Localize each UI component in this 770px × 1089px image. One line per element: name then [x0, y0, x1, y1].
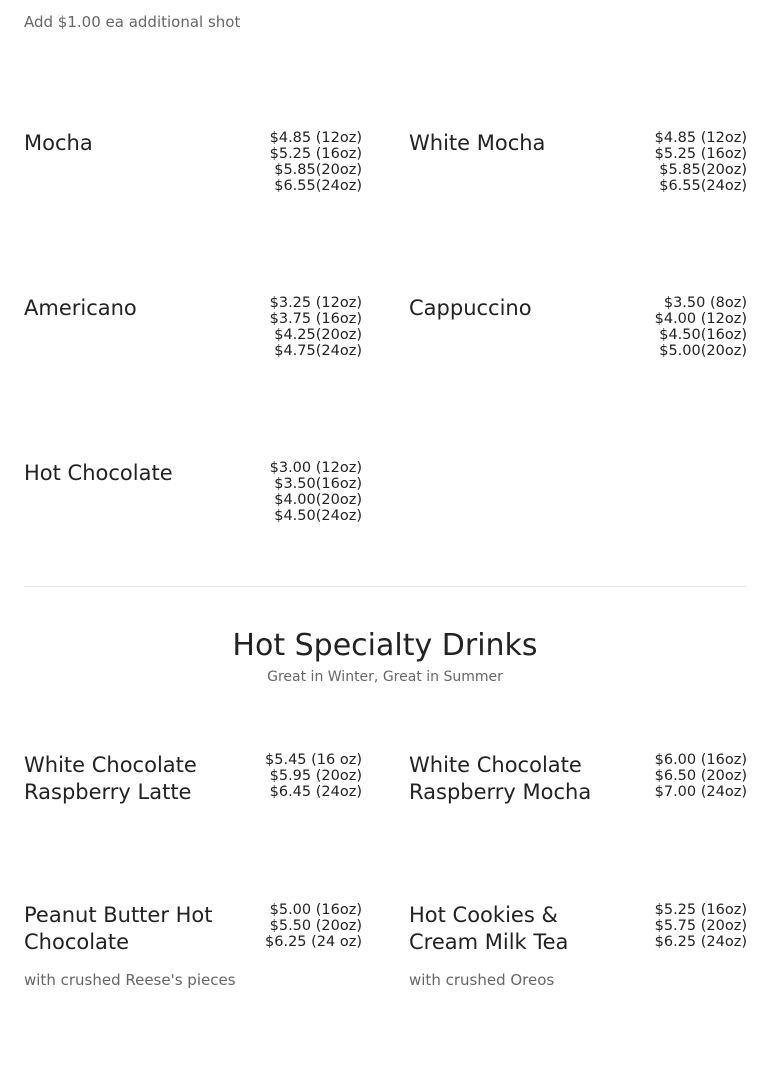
price-line: $6.55(24oz) — [659, 178, 747, 194]
item-prices — [270, 295, 362, 359]
item-name: Hot Chocolate — [24, 461, 173, 485]
price-line: $5.85(20oz) — [274, 162, 362, 178]
price-line: $6.25 (24 oz) — [265, 934, 362, 950]
section-divider — [24, 586, 746, 587]
item-prices — [270, 130, 362, 194]
item-description: with crushed Reese's pieces — [24, 971, 236, 989]
price-line: $6.25 (24oz) — [654, 934, 747, 950]
item-prices — [655, 752, 747, 800]
additional-shot-note: Add $1.00 ea additional shot — [24, 13, 241, 31]
section-title: Hot Specialty Drinks — [232, 628, 538, 663]
price-line: $3.75 (16oz) — [269, 311, 362, 327]
item-name: White Mocha — [409, 131, 546, 155]
price-line: $3.25 (12oz) — [269, 295, 362, 311]
price-line: $4.75(24oz) — [274, 343, 362, 359]
item-name: Peanut Butter Hot Chocolate — [24, 903, 213, 954]
price-line: $4.25(20oz) — [274, 327, 362, 343]
price-line: $5.75 (20oz) — [654, 918, 747, 934]
section-subtitle: Great in Winter, Great in Summer — [267, 669, 503, 685]
item-prices — [655, 130, 747, 194]
price-line: $4.50(16oz) — [659, 327, 747, 343]
price-line: $4.85 (12oz) — [654, 130, 747, 146]
price-line: $3.50 (8oz) — [663, 295, 747, 311]
item-prices — [265, 752, 362, 800]
price-line: $5.50 (20oz) — [269, 918, 362, 934]
item-description: with crushed Oreos — [409, 971, 555, 989]
price-line: $4.50(24oz) — [274, 508, 362, 524]
item-name: White Chocolate Raspberry Mocha — [409, 753, 592, 804]
price-line: $5.25 (16oz) — [654, 146, 747, 162]
price-line: $3.50(16oz) — [274, 476, 362, 492]
price-line: $5.00(20oz) — [659, 343, 747, 359]
price-line: $3.00 (12oz) — [269, 460, 362, 476]
price-line: $6.45 (24oz) — [269, 784, 362, 800]
price-line: $5.00 (16oz) — [269, 902, 362, 918]
price-line: $6.00 (16oz) — [654, 752, 747, 768]
item-name: Mocha — [24, 131, 93, 155]
price-line: $5.25 (16oz) — [269, 146, 362, 162]
price-line: $6.50 (20oz) — [654, 768, 747, 784]
item-prices — [655, 295, 747, 359]
price-line: $7.00 (24oz) — [654, 784, 747, 800]
price-line: $6.55(24oz) — [274, 178, 362, 194]
price-line: $5.45 (16 oz) — [265, 752, 362, 768]
price-line: $5.85(20oz) — [659, 162, 747, 178]
price-line: $5.95 (20oz) — [269, 768, 362, 784]
price-line: $4.85 (12oz) — [269, 130, 362, 146]
price-line: $5.25 (16oz) — [654, 902, 747, 918]
item-name: Cappuccino — [409, 296, 532, 320]
item-prices — [270, 460, 362, 524]
item-name: White Chocolate Raspberry Latte — [24, 753, 197, 804]
price-line: $4.00 (12oz) — [654, 311, 747, 327]
item-prices — [655, 902, 747, 950]
item-name: Americano — [24, 296, 137, 320]
item-name: Hot Cookies & Cream Milk Tea — [409, 903, 569, 954]
item-prices — [265, 902, 362, 950]
price-line: $4.00(20oz) — [274, 492, 362, 508]
